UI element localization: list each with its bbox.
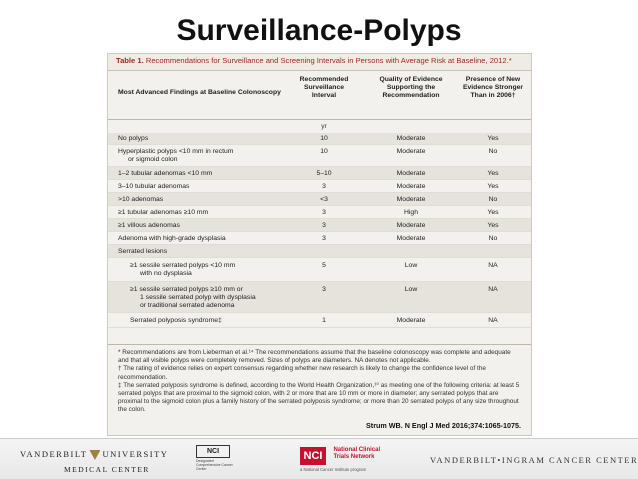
- nctn-line2: Trials Network: [333, 454, 375, 460]
- table-row: [108, 245, 531, 258]
- table-caption: [108, 54, 531, 71]
- table-row: [108, 193, 531, 206]
- vu-v-icon: [89, 450, 100, 460]
- table-row: [108, 258, 531, 282]
- quality-cell: Low: [404, 262, 418, 269]
- finding-cell: Adenoma with high-grade dysplasia: [118, 235, 226, 242]
- nci-red-mark: NCI: [300, 447, 326, 465]
- footer-logos: [0, 438, 638, 479]
- new-evidence-cell: Yes: [487, 135, 499, 142]
- table-row: [108, 219, 531, 232]
- quality-cell: Moderate: [396, 222, 426, 229]
- finding-subtext: with no dysplasia: [140, 270, 192, 277]
- interval-cell: 3: [322, 209, 326, 216]
- vu-medical-center: MEDICAL CENTER: [64, 465, 150, 475]
- finding-cell: No polyps: [118, 135, 149, 142]
- table-caption-text: Recommendations for Surveillance and Screening Intervals in Persons with Average Risk at Baseline, 2012.*: [143, 56, 512, 65]
- finding-cell: 1–2 tubular adenomas <10 mm: [118, 170, 213, 177]
- quality-cell: Low: [404, 286, 418, 293]
- new-evidence-cell: NA: [488, 317, 498, 324]
- quality-cell: Moderate: [396, 235, 426, 242]
- table-row: [108, 282, 531, 313]
- finding-cell: 3–10 tubular adenomas: [118, 183, 190, 190]
- header-new-evidence: Presence of New Evidence Stronger Than in 2006†: [462, 76, 524, 99]
- interval-cell: 3: [322, 286, 326, 293]
- quality-cell: Moderate: [396, 170, 426, 177]
- finding-cell: Serrated lesions: [118, 248, 168, 255]
- nctn-logo: [300, 447, 430, 475]
- interval-cell: 10: [320, 148, 328, 155]
- nci-designated-logo: [196, 445, 236, 475]
- interval-cell: <3: [320, 196, 328, 203]
- interval-cell: 10: [320, 135, 328, 142]
- finding-text: ≥1 sessile serrated polyps <10 mm: [130, 262, 236, 269]
- nctn-line1: National Clinical: [333, 447, 381, 453]
- vanderbilt-logo: [20, 449, 170, 475]
- interval-cell: 1: [322, 317, 326, 324]
- interval-unit: yr: [321, 123, 327, 130]
- interval-cell: 5–10: [316, 170, 332, 177]
- finding-cell: [118, 148, 288, 164]
- interval-cell: 3: [322, 235, 326, 242]
- table-row: [108, 180, 531, 193]
- quality-cell: Moderate: [396, 148, 426, 155]
- quality-cell: Moderate: [396, 183, 426, 190]
- new-evidence-cell: NA: [488, 286, 498, 293]
- quality-cell: Moderate: [396, 135, 426, 142]
- table-row: [108, 232, 531, 245]
- table-row: [108, 206, 531, 219]
- interval-cell: 5: [322, 262, 326, 269]
- new-evidence-cell: No: [488, 196, 498, 203]
- header-findings: Most Advanced Findings at Baseline Colonoscopy: [118, 89, 281, 96]
- interval-cell: 3: [322, 222, 326, 229]
- table-footnotes: [108, 344, 531, 415]
- footnote: ‡ The serrated polyposis syndrome is defined, according to the World Health Organization,¹⁰ as meeting one of the following criteria: at least 5 serrated polyps that are proximal to the sigmoid colon, with 2 or more that are 10 mm or more in diameter; any serrated polyps that are proximal to the sigmoid colon plus a family history of the serrated polyposis syndrome; or more than 20 serrated polyps of any size throughout the colon.: [118, 381, 520, 414]
- nci-box: NCI: [196, 445, 230, 458]
- finding-subtext: or sigmoid colon: [128, 156, 178, 163]
- slide-title: Surveillance-Polyps: [176, 14, 462, 47]
- finding-cell: >10 adenomas: [118, 196, 164, 203]
- new-evidence-cell: NA: [488, 262, 498, 269]
- table-body: [108, 133, 531, 328]
- finding-cell: [130, 286, 300, 310]
- finding-text: ≥1 sessile serrated polyps ≥10 mm or: [130, 286, 243, 293]
- citation: Strum WB. N Engl J Med 2016;374:1065-1075.: [366, 421, 521, 430]
- finding-subtext: or traditional serrated adenoma: [140, 302, 235, 309]
- new-evidence-cell: No: [488, 235, 498, 242]
- finding-cell: ≥1 tubular adenomas ≥10 mm: [118, 209, 209, 216]
- new-evidence-cell: Yes: [487, 170, 499, 177]
- finding-cell: [130, 262, 300, 278]
- finding-subtext: 1 sessile serrated polyp with dysplasia: [140, 294, 256, 301]
- quality-cell: High: [404, 209, 418, 216]
- recommendations-table: [107, 53, 532, 436]
- table-row: [108, 313, 531, 328]
- nctn-tagline: a National Cancer Institute program: [300, 467, 367, 472]
- finding-cell: Serrated polyposis syndrome‡: [130, 317, 222, 324]
- interval-cell: 3: [322, 183, 326, 190]
- finding-cell: ≥1 villous adenomas: [118, 222, 180, 229]
- new-evidence-cell: Yes: [487, 222, 499, 229]
- footnote: * Recommendations are from Lieberman et al.¹⁴ The recommendations assume that the baseline colonoscopy was complete and adequate and that all visible polyps were completely removed. Sizes of polyps are diameters. NA denotes not applicable.: [118, 349, 511, 365]
- nci-designation: Designated Comprehensive Cancer Center: [196, 459, 233, 471]
- vu-university: UNIVERSITY: [102, 449, 169, 459]
- footnote: † The rating of evidence relies on expert consensus regarding whether new research is likely to change the confidence level of the recommendation.: [118, 365, 486, 381]
- table-row: [108, 167, 531, 180]
- header-quality: Quality of Evidence Supporting the Recommendation: [379, 76, 443, 99]
- table-caption-label: Table 1.: [116, 56, 144, 65]
- finding-text: Hyperplastic polyps <10 mm in rectum: [118, 148, 234, 155]
- new-evidence-cell: No: [488, 148, 498, 155]
- header-interval: Recommended Surveillance Interval: [299, 76, 349, 99]
- vu-name: VANDERBILT: [20, 449, 88, 459]
- vicc-logo: VANDERBILT•INGRAM CANCER CENTER: [430, 455, 638, 465]
- new-evidence-cell: Yes: [487, 183, 499, 190]
- quality-cell: Moderate: [396, 317, 426, 324]
- unit-row: [108, 119, 531, 133]
- quality-cell: Moderate: [396, 196, 426, 203]
- new-evidence-cell: Yes: [487, 209, 499, 216]
- table-row: [108, 145, 531, 167]
- table-row: [108, 133, 531, 145]
